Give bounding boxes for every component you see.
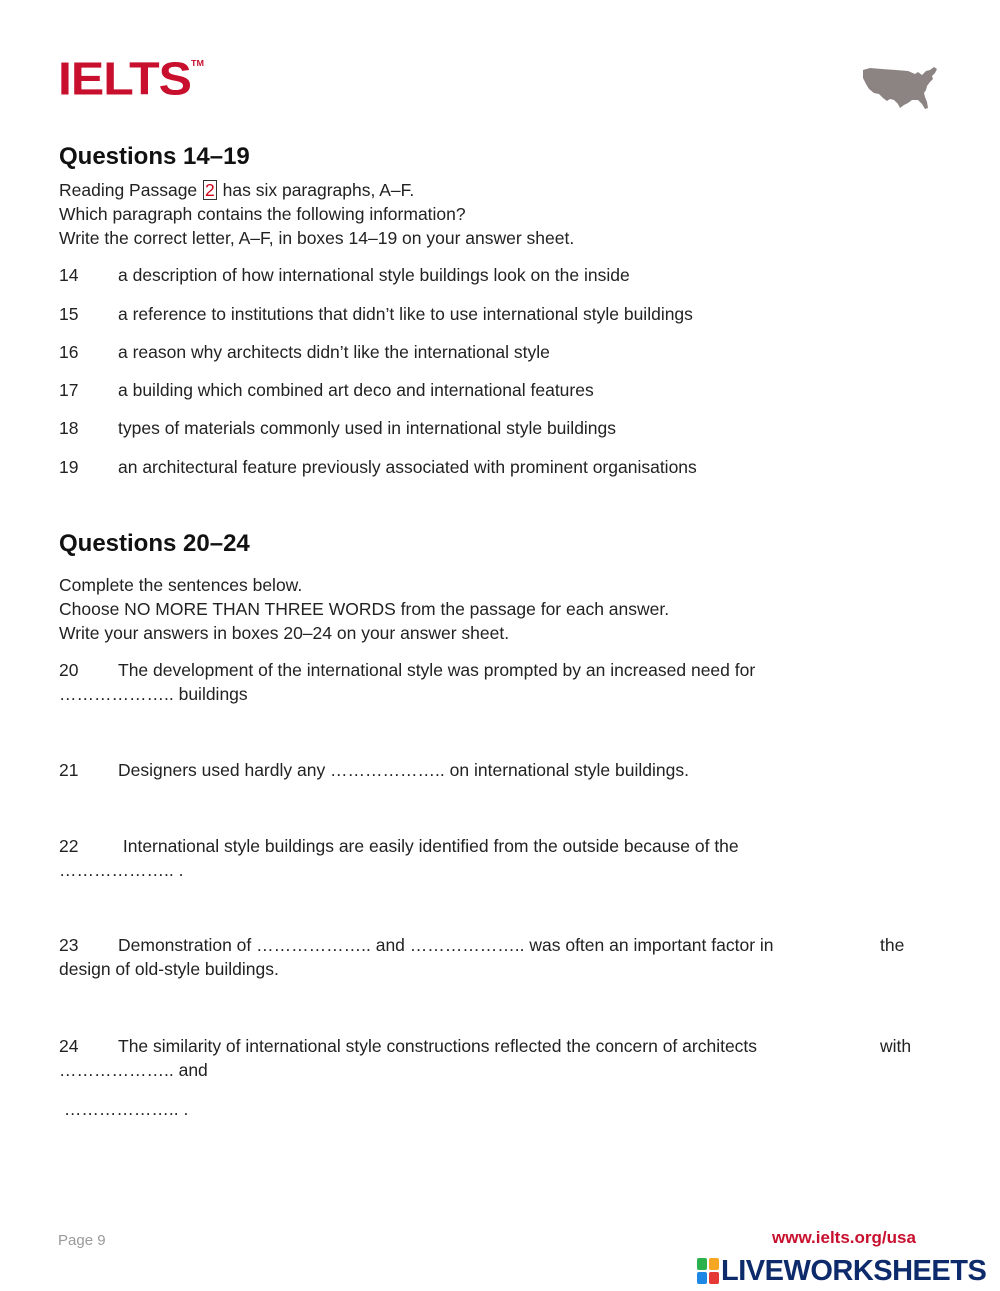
question-text: a reason why architects didn’t like the international style [118,342,550,362]
question-23-line-2: design of old-style buildings. [59,959,279,979]
usa-map-icon [860,62,940,112]
question-text-end: with [880,1036,912,1056]
question-number: 16 [59,342,79,362]
section1-title: Questions 14–19 [59,143,250,170]
question-20-line-2: ……………….. buildings [59,684,248,704]
question-text: International style buildings are easily identified from the outside because of the [118,836,739,856]
liveworksheets-brand [697,1254,986,1288]
question-row [59,302,959,326]
question-21-line-1 [59,758,959,782]
section2-instruction-3: Write your answers in boxes 20–24 on your answer sheet. [59,623,510,643]
section2-instruction-1: Complete the sentences below. [59,575,303,595]
liveworksheets-wordmark: LIVEWORKSHEETS [721,1254,987,1287]
section1-instruction-2: Which paragraph contains the following information? [59,204,466,224]
question-row [59,416,959,440]
question-text: a building which combined art deco and international features [118,380,594,400]
website-link[interactable]: www.ielts.org/usa [772,1228,916,1247]
question-row [59,455,959,479]
question-text: Demonstration of ……………….. and ……………….. was often an important factor in [118,935,774,955]
question-number: 14 [59,265,79,285]
question-number: 19 [59,457,79,477]
question-number: 21 [59,760,79,780]
question-row [59,263,959,287]
question-text: Designers used hardly any ……………….. on international style buildings. [118,760,689,780]
question-20-line-1 [59,658,959,682]
question-number: 18 [59,418,79,438]
question-24-line-1 [59,1034,959,1058]
section1-instruction-1: Reading Passage 2 has six paragraphs, A–F. [59,180,415,200]
question-23-line-1 [59,933,959,957]
section2-instruction-2: Choose NO MORE THAN THREE WORDS from the passage for each answer. [59,599,670,619]
question-24-line-3: ……………….. . [59,1099,189,1119]
question-number: 23 [59,935,79,955]
question-number: 17 [59,380,79,400]
question-text: types of materials commonly used in international style buildings [118,418,617,438]
liveworksheets-logo-icon [697,1258,719,1284]
question-row [59,378,959,402]
question-text: a reference to institutions that didn’t like to use international style buildings [118,304,693,324]
page-number: Page 9 [58,1232,106,1249]
question-22-line-2: ……………….. . [59,860,184,880]
question-number: 24 [59,1036,79,1056]
ielts-logo: IELTS™ [58,53,204,105]
question-number: 22 [59,836,79,856]
question-text: an architectural feature previously associated with prominent organisations [118,457,697,477]
section1-instruction-3: Write the correct letter, A–F, in boxes 14–19 on your answer sheet. [59,228,575,248]
question-text: The similarity of international style constructions reflected the concern of architects [118,1036,758,1056]
question-22-line-1 [59,834,959,858]
question-text-end: the [880,935,905,955]
question-text: The development of the international style was prompted by an increased need for [118,660,756,680]
question-row [59,340,959,364]
question-number: 20 [59,660,79,680]
question-number: 15 [59,304,79,324]
question-24-line-2: ……………….. and [59,1060,208,1080]
section2-title: Questions 20–24 [59,530,250,557]
passage-number-box: 2 [205,180,215,200]
question-text: a description of how international style buildings look on the inside [118,265,630,285]
